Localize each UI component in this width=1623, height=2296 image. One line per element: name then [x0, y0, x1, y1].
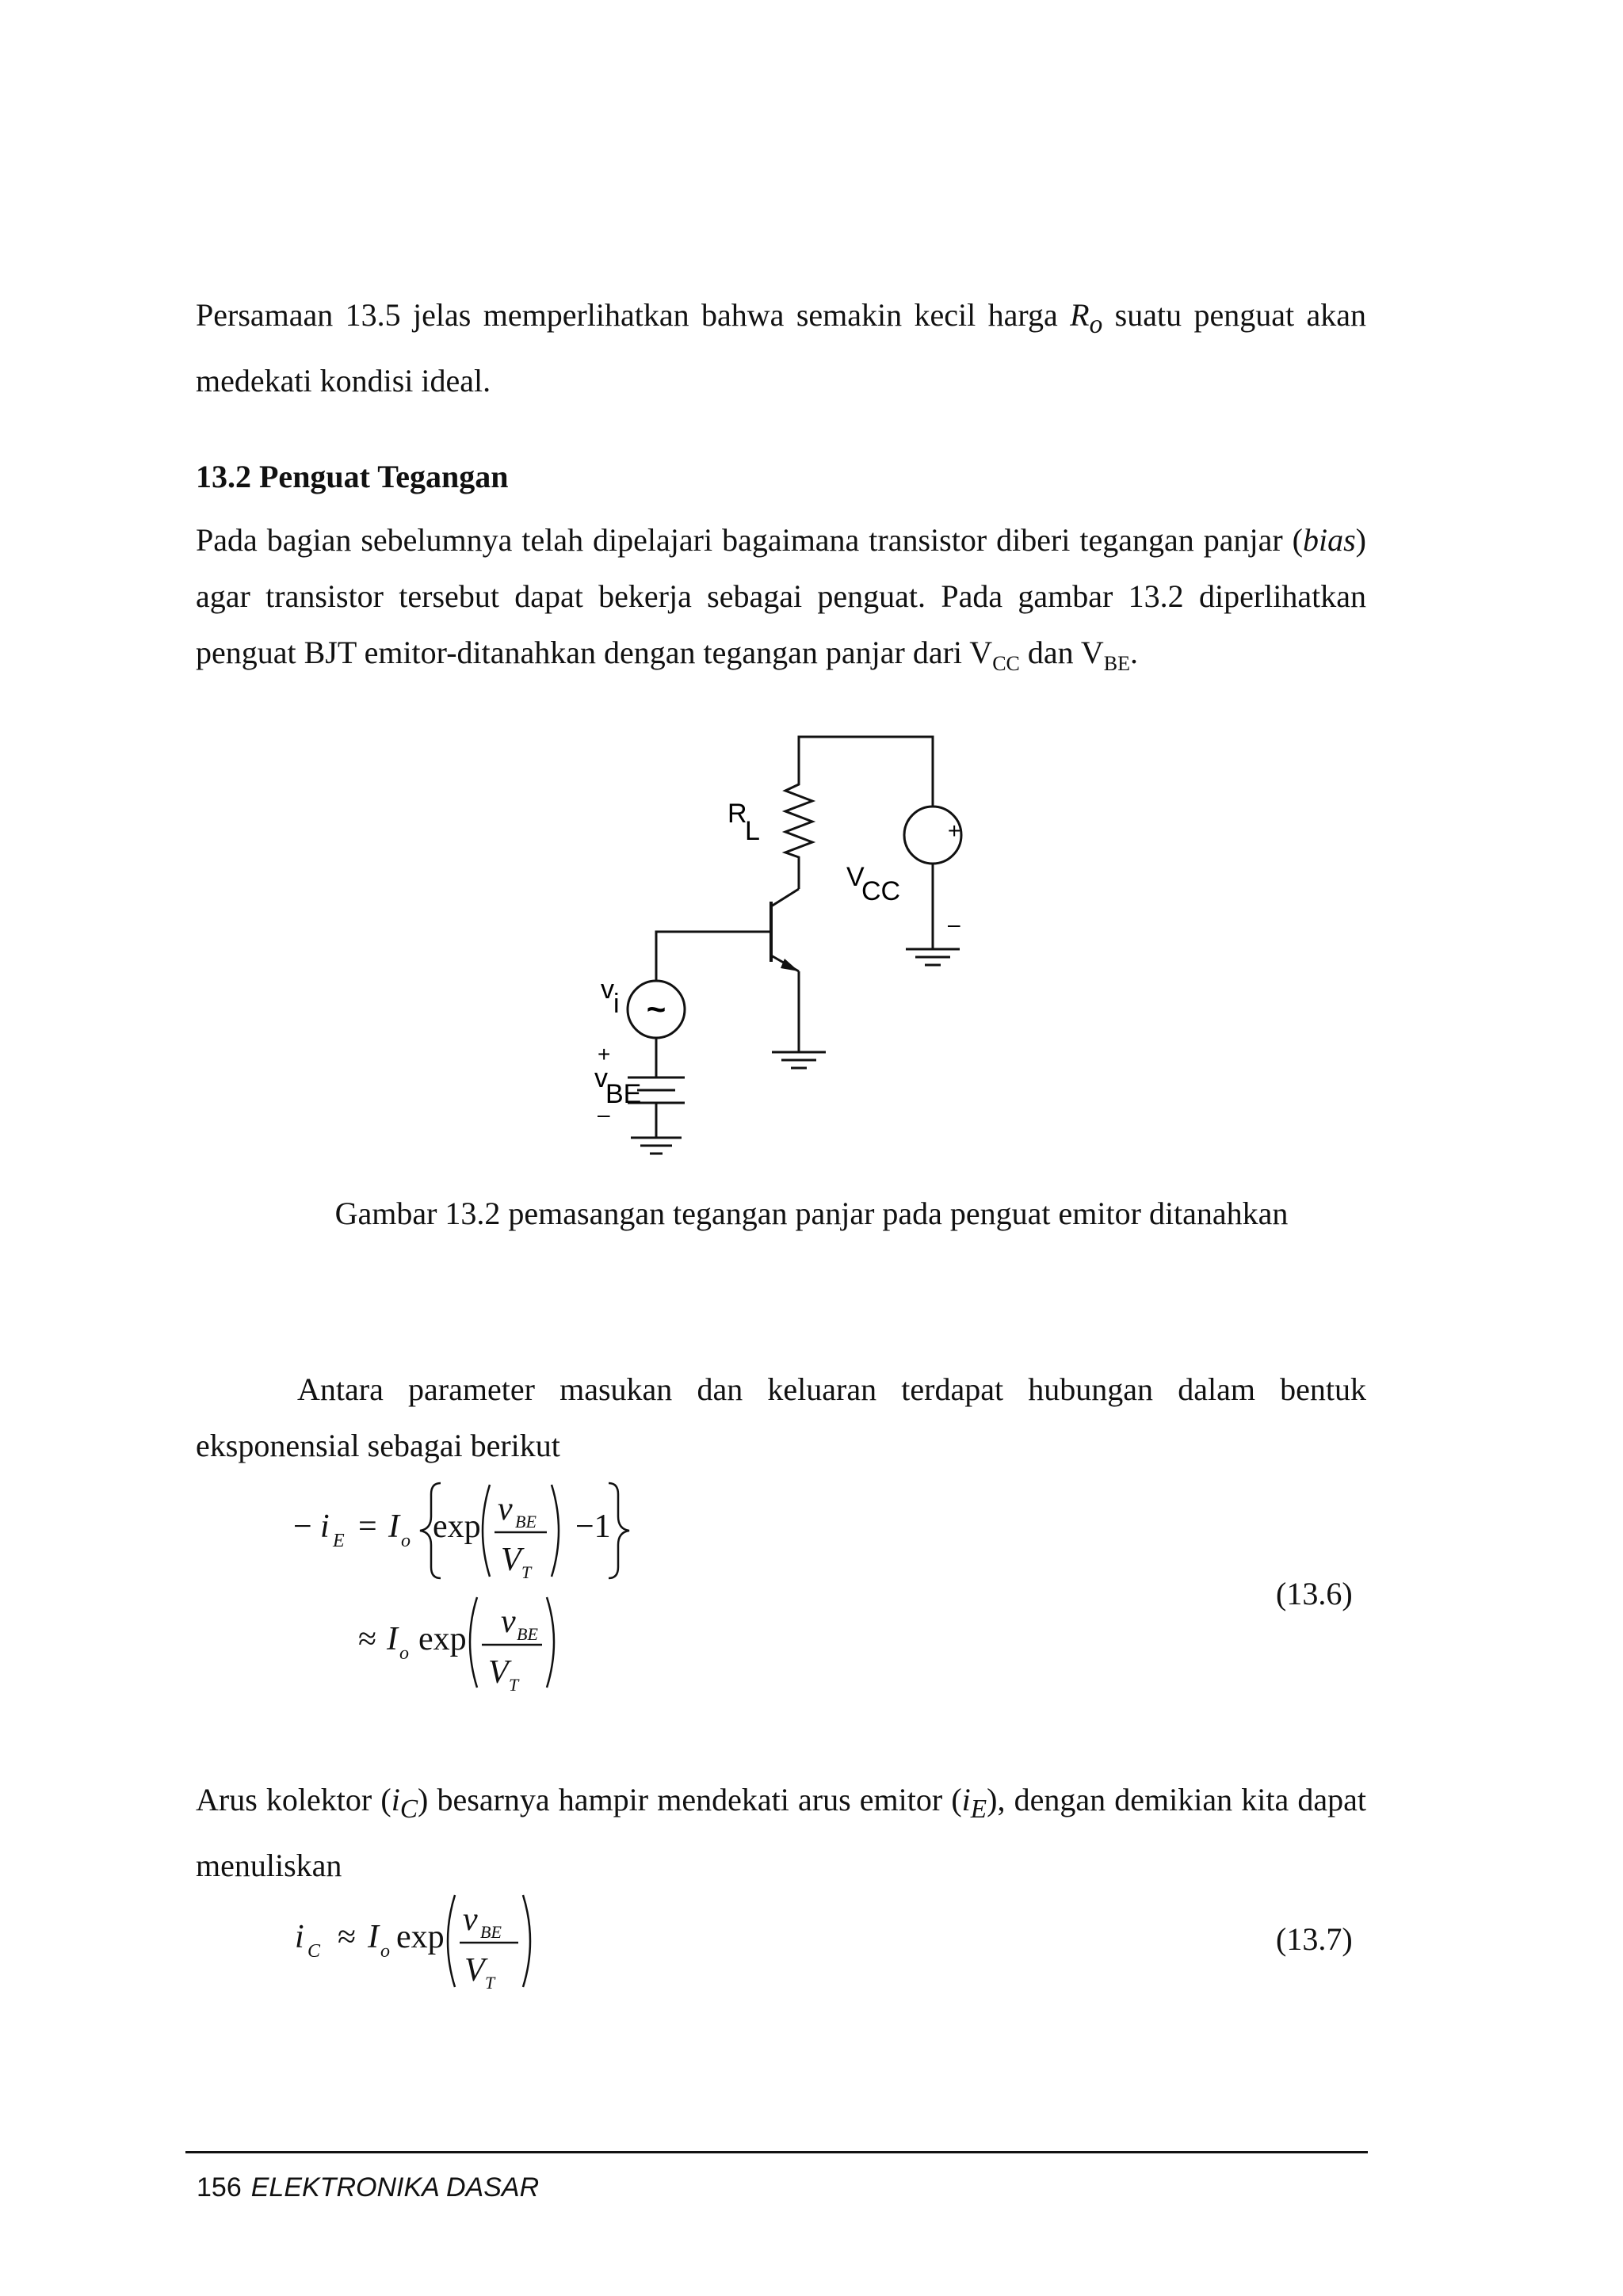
base-wire [656, 932, 771, 981]
eq-sub-T-2: T [509, 1675, 519, 1695]
eq-approx: ≈ [358, 1621, 377, 1657]
eq-exp: exp [433, 1508, 481, 1545]
eq2-approx: ≈ [338, 1919, 357, 1955]
eq-sub-o: o [401, 1531, 411, 1551]
vcc-plus: + [948, 818, 961, 843]
vcc-label-sub: CC [861, 876, 901, 906]
eq-minus-sign: − [293, 1508, 312, 1545]
eq-sub-T: T [521, 1562, 532, 1582]
eq2-sub-o: o [380, 1941, 390, 1962]
vi-label-sub: i [613, 989, 620, 1019]
eq-v: v [498, 1491, 513, 1527]
section-paragraph: Pada bagian sebelumnya telah dipelajari bagaimana transistor diberi tegangan panjar (bias) agar transistor tersebut dapat bekerja sebagai penguat. Pada gambar 13.2 diperlihatkan penguat BJT emitor-ditanahkan dengan tegangan panjar dari $V_{CC}$ dan $V_{BE}$. [196, 522, 1366, 675]
exponential-paragraph: Antara parameter masukan dan keluaran terdapat hubungan dalam bentuk eksponensial sebagai berikut [196, 1371, 1366, 1463]
eq2-V: V [464, 1952, 485, 1989]
page-number: 156 [197, 2172, 242, 2203]
eq-minus-one: −1 [575, 1508, 611, 1545]
eq-right-brace [609, 1483, 629, 1578]
equation-13-6 [285, 1474, 666, 1703]
eq-I-2: I [387, 1621, 398, 1657]
rl-label-sub: L [745, 816, 760, 846]
eq2-i: i [295, 1919, 304, 1955]
equation-13-7 [285, 1889, 555, 2000]
vbe-minus: – [598, 1102, 610, 1127]
vcc-minus: – [948, 912, 960, 936]
section-heading: 13.2 Penguat Tegangan [196, 459, 509, 494]
eq2-sub-T: T [485, 1973, 495, 1993]
eq2-sub-C: C [307, 1941, 321, 1962]
vbe-label-main: v [594, 1063, 608, 1093]
book-title: ELEKTRONIKA DASAR [250, 2172, 540, 2203]
vcc-label-main: V [846, 862, 865, 892]
intro-paragraph: Persamaan 13.5 jelas memperlihatkan bahwa semakin kecil harga $R_o$ suatu penguat akan medekati kondisi ideal. [196, 297, 1367, 399]
eq2-v: v [463, 1901, 478, 1938]
collector-paragraph: Arus kolektor $(i_C)$ besarnya hampir mendekati arus emitor $(i_E)$, dengan demikian kita dapat menuliskan [196, 1782, 1366, 1883]
rl-label-main: R [727, 799, 747, 829]
vbe-label-sub: BE [605, 1079, 642, 1109]
eq2-I: I [368, 1919, 379, 1955]
eq-i: i [320, 1508, 330, 1545]
figure-caption: Gambar 13.2 pemasangan tegangan panjar pada penguat emitor ditanahkan [334, 1196, 1289, 1231]
equation-number-13-6: (13.6) [1276, 1576, 1353, 1611]
eq-equals: = [358, 1508, 377, 1545]
eq-exp-2: exp [418, 1621, 467, 1657]
eq2-sub-BE: BE [480, 1922, 502, 1942]
collector-lead [771, 889, 799, 906]
eq-I: I [388, 1508, 399, 1545]
load-resistor [785, 746, 812, 889]
page-footer [197, 2172, 539, 2203]
eq-V-2: V [488, 1654, 509, 1691]
eq-v-2: v [501, 1604, 516, 1640]
source-tilde: ~ [646, 990, 666, 1028]
emitter-arrow [781, 959, 799, 971]
eq-V: V [501, 1542, 521, 1578]
eq-sub-BE-2: BE [517, 1624, 538, 1644]
equation-number-13-7: (13.7) [1276, 1921, 1353, 1957]
top-wire [799, 737, 933, 807]
circuit-diagram [507, 729, 1014, 1173]
eq2-exp: exp [396, 1919, 445, 1955]
vbe-plus: + [598, 1042, 611, 1066]
vi-label-main: v [601, 974, 614, 1005]
eq-sub-BE: BE [515, 1512, 537, 1531]
footer-rule [185, 2151, 1368, 2153]
eq-sub-o-2: o [399, 1643, 409, 1664]
eq-sub-E: E [333, 1531, 345, 1551]
